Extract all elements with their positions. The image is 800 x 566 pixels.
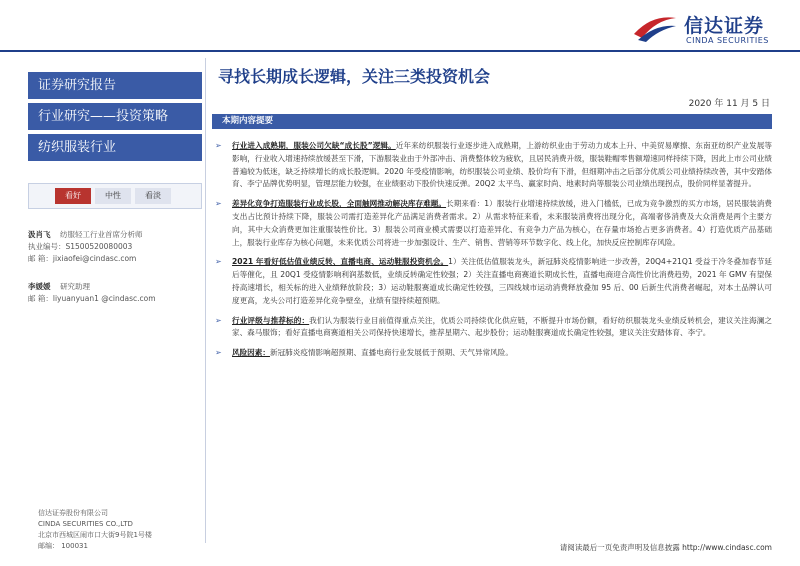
column-divider: [205, 58, 206, 543]
sidebar: [28, 72, 202, 552]
company-postcode: 邮编： 100031: [38, 542, 88, 550]
industry-rating: [28, 183, 202, 209]
rating-neutral: 中性: [95, 188, 131, 204]
analyst-1-role: 纺服轻工行业首席分析师: [60, 230, 143, 239]
summary-item: [212, 256, 772, 307]
company-address: 北京市西城区闹市口大街9号院1号楼: [38, 531, 152, 539]
company-name-cn: 信达证券股份有限公司: [38, 509, 108, 517]
logo-cn: 信达证券: [684, 15, 765, 37]
item-body: 近年来纺织服装行业逐步进入成熟期，上游纺织业由于劳动力成本上升、中美贸易摩擦、东南亚纺织产业发展等影响，行业收入增速持续放缓甚至下滑，下游服装业由于外部冲击、消费整体较为疲软，且居民消费升级，服装鞋帽零售额增速同样持续下降，因此上市公司业绩普遍较为低迷，缺乏持续增长的成长股逻辑。2020 年受疫情影响，纺织服装公司业绩、股价均有下滑，但细期冲击之后部分优质公司业绩持续改善，其中安踏体育、李宁品牌优势明显，管理层能力较强，在业绩驱动下股价快速反弹。20Q2 太平鸟、赢家时尚、地素时尚等服装公司业绩出现拐点，股价同样显著提升。: [232, 141, 772, 189]
logo-en: CINDA SECURITIES: [686, 36, 769, 45]
summary-item: [212, 198, 772, 249]
page-title: 寻找长期成长逻辑，关注三类投资机会: [218, 67, 491, 86]
analyst-1-email[interactable]: 邮 箱：jixiaofei@cindasc.com: [28, 254, 137, 263]
arrow-bullet-icon: ➢: [215, 199, 222, 209]
item-lead: 2021 年看好低估值业绩反转、直播电商、运动鞋服投资机会。: [232, 257, 449, 267]
analyst-1-cert: 执业编号：S1500520080003: [28, 242, 133, 251]
analyst-2-name: 李媛媛: [28, 282, 51, 291]
item-body: 长期来看：1）服装行业增速持续放缓，进入门槛低，已成为竞争激烈的买方市场，居民服装消费支出占比预计持续下降，服装公司需打造差异化产品满足消费者需求。2）从需求特征来看，未来服装消费将出现分化，高端奢侈消费及大众消费是两个主要方向，其中大众消费更加注重服装性价比。3）服装公司商业模式需要以打造差异化、有竞争力产品为核心，在存量市场抢占更多消费者。4）打造优质产品基础上，服装行业库存为核心问题，未来优质公司将进一步加强设计、生产、销售、营销等环节数字化、线上化，加快反应控制库存风险。: [232, 199, 773, 247]
summary-item: [212, 315, 772, 341]
rating-positive: 看好: [55, 188, 91, 204]
analyst-1: [28, 229, 202, 265]
arrow-bullet-icon: ➢: [215, 257, 222, 267]
report-date: 2020 年 11 月 5 日: [688, 99, 770, 109]
cinda-logo: [632, 8, 782, 50]
section-header: 本期内容提要: [212, 114, 772, 129]
item-lead: 风险因素：: [232, 348, 270, 358]
company-info: [38, 508, 152, 552]
company-name-en: CINDA SECURITIES CO.,LTD: [38, 520, 133, 528]
item-body: 新冠肺炎疫情影响超预期、直播电商行业发展低于预期、天气异常风险。: [269, 348, 513, 358]
arrow-bullet-icon: ➢: [215, 315, 222, 325]
research-type: 行业研究——投资策略: [28, 103, 202, 130]
industry: 纺织服装行业: [28, 134, 202, 161]
item-lead: 行业进入成熟期，服装公司欠缺“成长股”逻辑。: [232, 141, 396, 150]
item-body: 1）关注低估值服装龙头，新冠肺炎疫情影响进一步改善，20Q4+21Q1 受益于冷冬叠加春节延后等催化，且 20Q1 受疫情影响利润基数低，业绩反转确定性较强；2）关注直播电商赛道长期成长性，直播电商迎合高性价比消费趋势，2021 年 GMV 有望保持高速增长，相关标的进入业绩释放阶段；3）运动鞋服赛道成长确定性较强，三四线城市运动消费释放叠加 95 后、00 后新生代消费者崛起，对本土品牌认可度更高，龙头公司打造差异化竞争壁垒，业绩有望持续超预期。: [232, 257, 772, 305]
item-lead: 差异化竞争打造服装行业成长股，全面触网推动解决库存难题。: [232, 199, 447, 209]
analyst-2: [28, 281, 202, 305]
rating-negative: 看淡: [135, 188, 171, 204]
analyst-2-email[interactable]: 邮 箱：liyuanyuan1 @cindasc.com: [28, 294, 156, 303]
arrow-bullet-icon: ➢: [215, 348, 222, 358]
item-lead: 行业评级与推荐标的：: [232, 315, 310, 325]
report-type: 证券研究报告: [28, 72, 202, 99]
summary-item: [212, 347, 772, 360]
cinda-swoosh-icon: [632, 12, 678, 44]
analyst-2-role: 研究助理: [60, 282, 91, 291]
arrow-bullet-icon: ➢: [215, 141, 222, 150]
header-rule: [0, 50, 800, 52]
disclaimer-footer[interactable]: 请阅读最后一页免责声明及信息披露 http://www.cindasc.com: [559, 543, 772, 552]
analyst-1-name: 汲肖飞: [28, 230, 51, 239]
summary-list: [212, 140, 772, 367]
summary-item: [212, 140, 772, 191]
item-body: 我们认为服装行业目前值得重点关注，优质公司持续优化供应链，不断提升市场份额，看好纺织服装龙头业绩反转机会，建议关注海澜之家、森马服饰；看好直播电商赛道相关公司保持快速增长，推荐星期六、起步股份；运动鞋服赛道成长确定性较强，建议关注安踏体育、李宁。: [232, 315, 773, 338]
